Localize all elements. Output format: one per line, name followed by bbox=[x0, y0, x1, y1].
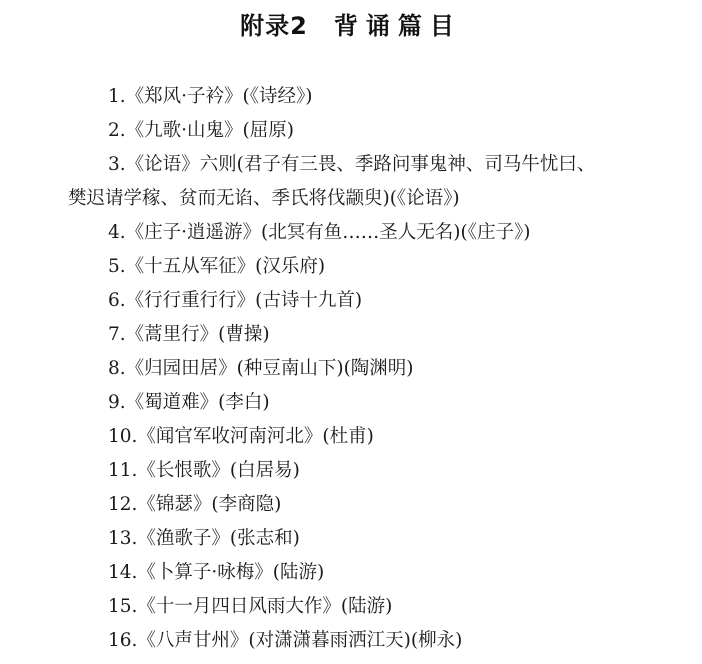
item-number: 3. bbox=[108, 154, 126, 175]
item-text: 《九歌·山鬼》(屈原) bbox=[125, 120, 294, 141]
appendix-heading: 背诵篇目 bbox=[333, 12, 462, 40]
list-item bbox=[0, 420, 702, 454]
list-item bbox=[0, 318, 702, 352]
item-text: 《庄子·逍遥游》(北冥有鱼……圣人无名)(《庄子》) bbox=[125, 222, 531, 243]
item-text: 《锦瑟》(李商隐) bbox=[137, 494, 282, 515]
item-number: 15. bbox=[108, 596, 138, 617]
appendix-label: 附录2 bbox=[240, 12, 308, 40]
list-item bbox=[0, 522, 702, 556]
list-item bbox=[0, 386, 702, 420]
list-item bbox=[0, 284, 702, 318]
item-number: 6. bbox=[108, 290, 126, 311]
item-number: 7. bbox=[108, 324, 126, 345]
list-item bbox=[0, 216, 702, 250]
item-text: 《十一月四日风雨大作》(陆游) bbox=[137, 596, 393, 617]
item-text: 《渔歌子》(张志和) bbox=[137, 528, 300, 549]
item-number: 14. bbox=[108, 562, 138, 583]
list-item bbox=[0, 556, 702, 590]
item-number: 13. bbox=[108, 528, 138, 549]
list-item bbox=[0, 488, 702, 522]
item-number: 1. bbox=[108, 86, 126, 107]
item-text: 《十五从军征》(汉乐府) bbox=[125, 256, 326, 277]
item-number: 5. bbox=[108, 256, 126, 277]
item-text: 樊迟请学稼、贫而无谄、季氏将伐颛臾)(《论语》) bbox=[68, 188, 460, 209]
item-text: 《郑风·子衿》(《诗经》) bbox=[125, 86, 313, 107]
item-text: 《归园田居》(种豆南山下)(陶渊明) bbox=[125, 358, 414, 379]
list-item bbox=[0, 590, 702, 624]
recitation-list bbox=[0, 80, 702, 658]
item-text: 《八声甘州》(对潇潇暮雨洒江天)(柳永) bbox=[137, 630, 463, 651]
item-text: 《卜算子·咏梅》(陆游) bbox=[137, 562, 325, 583]
list-item bbox=[0, 624, 702, 658]
appendix-title bbox=[0, 10, 702, 42]
list-item bbox=[0, 352, 702, 386]
list-item-continuation bbox=[0, 182, 702, 216]
item-number: 12. bbox=[108, 494, 138, 515]
list-item bbox=[0, 454, 702, 488]
item-text: 《论语》六则(君子有三畏、季路问事鬼神、司马牛忧曰、 bbox=[125, 154, 596, 175]
item-number: 4. bbox=[108, 222, 126, 243]
item-text: 《蜀道难》(李白) bbox=[125, 392, 270, 413]
list-item bbox=[0, 114, 702, 148]
item-number: 16. bbox=[108, 630, 138, 651]
item-number: 2. bbox=[108, 120, 126, 141]
list-item bbox=[0, 80, 702, 114]
item-number: 9. bbox=[108, 392, 126, 413]
item-text: 《长恨歌》(白居易) bbox=[137, 460, 300, 481]
list-item bbox=[0, 250, 702, 284]
item-text: 《蒿里行》(曹操) bbox=[125, 324, 270, 345]
item-number: 11. bbox=[108, 460, 138, 481]
item-number: 10. bbox=[108, 426, 138, 447]
item-number: 8. bbox=[108, 358, 126, 379]
list-item bbox=[0, 148, 702, 182]
item-text: 《行行重行行》(古诗十九首) bbox=[125, 290, 363, 311]
item-text: 《闻官军收河南河北》(杜甫) bbox=[137, 426, 374, 447]
